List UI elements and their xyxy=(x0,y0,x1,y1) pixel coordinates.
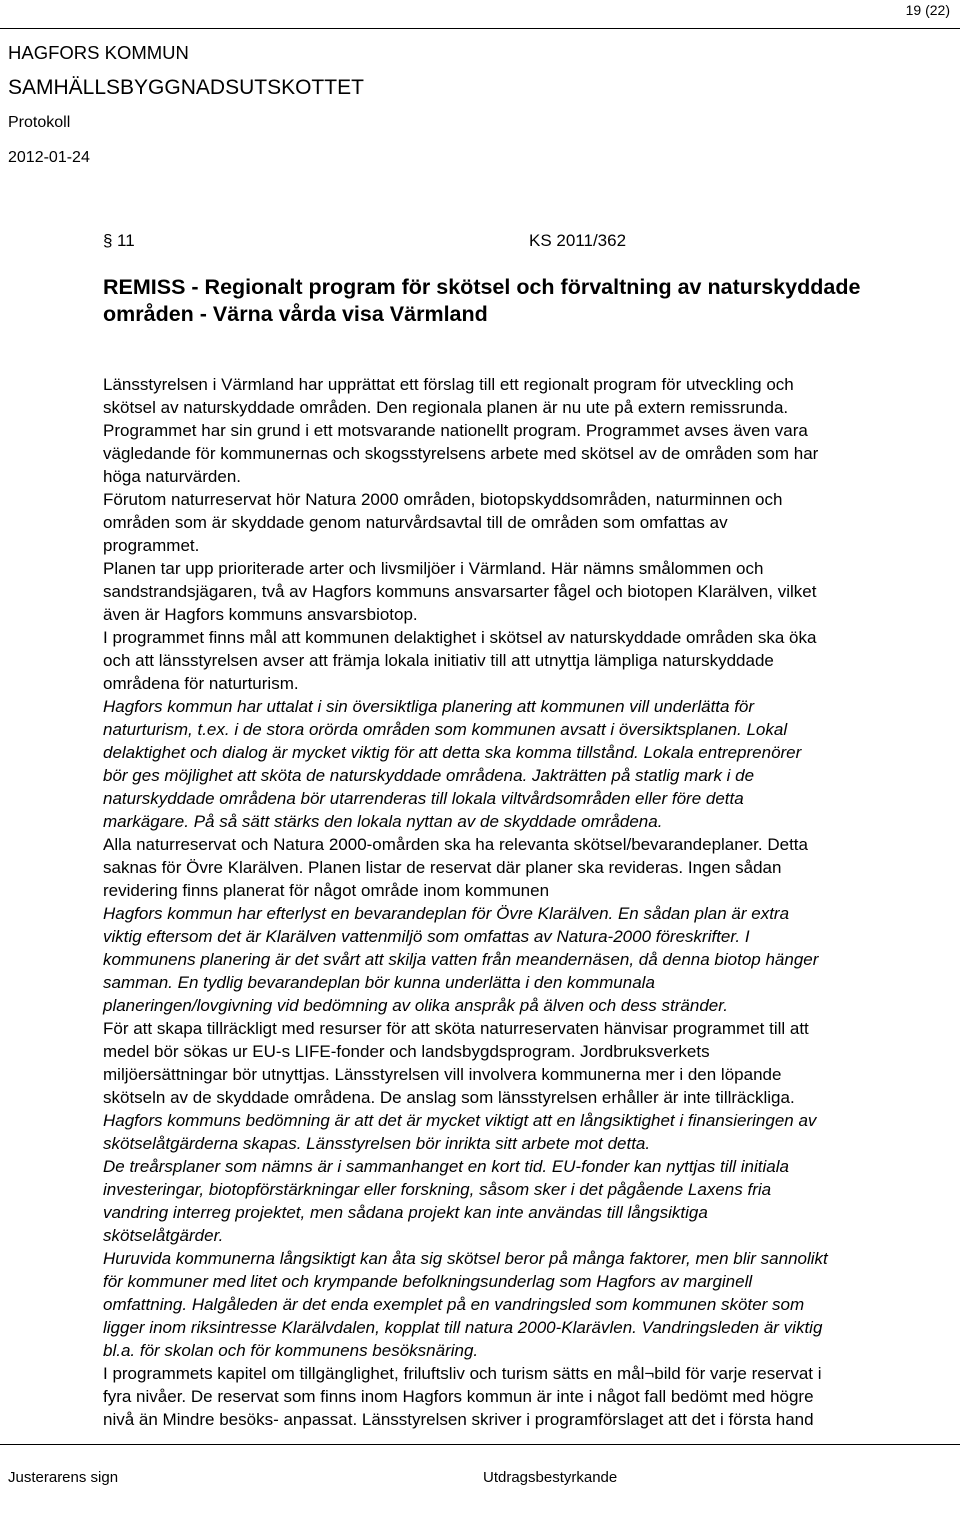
section-number: 11 xyxy=(117,231,135,250)
body-line: medel bör sökas ur EU-s LIFE-fonder och landsbygdsprogram. Jordbruksverkets xyxy=(103,1042,710,1061)
section-mark: § xyxy=(103,231,113,250)
body-line: skötsel av naturskyddade områden. Den regionala planen är nu ute på extern remissrunda. xyxy=(103,398,789,417)
footer-divider xyxy=(0,1444,960,1445)
body-line: samman. En tydlig bevarandeplan bör kunna underlätta i den kommunala xyxy=(103,973,655,992)
body-line: skötseln av de skyddade områdena. De anslag som länsstyrelsen erhåller är inte tillräckliga. xyxy=(103,1088,795,1107)
body-text xyxy=(103,373,953,1431)
body-line: höga naturvärden. xyxy=(103,467,241,486)
body-line: markägare. På så sätt stärks den lokala nyttan av de skyddade områdena. xyxy=(103,812,663,831)
body-line: saknas för Övre Klarälven. Planen listar de reservat där planer ska revideras. Ingen sådan xyxy=(103,858,782,877)
page-number: 19 (22) xyxy=(905,2,950,18)
body-line: investeringar, biotopförstärkningar eller forskning, såsom sker i det pågående Laxens fria xyxy=(103,1180,772,1199)
body-line: områden som är skyddade genom naturvårdsavtal till de områden som omfattas av xyxy=(103,513,728,532)
body-line: skötselåtgärder. xyxy=(103,1226,224,1245)
body-line: Länsstyrelsen i Värmland har upprättat ett förslag till ett regionalt program för utveckling och xyxy=(103,375,794,394)
body-line: De treårsplaner som nämns är i sammanhanget en kort tid. EU-fonder kan nyttjas till initiala xyxy=(103,1157,789,1176)
body-line: Planen tar upp prioriterade arter och livsmiljöer i Värmland. Här nämns smålommen och xyxy=(103,559,764,578)
body-line: vägledande för kommunernas och skogsstyrelsens arbete med skötsel av de områden som har xyxy=(103,444,819,463)
body-line: bör ges möjlighet att sköta de naturskyddade områdena. Jakträtten på statlig mark i de xyxy=(103,766,755,785)
body-line: vandring interreg projektet, men sådana projekt kan inte användas till långsiktiga xyxy=(103,1203,708,1222)
body-line: fyra nivåer. De reservat som finns inom Hagfors kommun är inte i något fall bedömt med högre xyxy=(103,1387,814,1406)
body-line: bl.a. för skolan och för kommunens besöksnäring. xyxy=(103,1341,479,1360)
body-line: ligger inom riksintresse Klarälvdalen, kopplat till natura 2000-Klarävlen. Vandringsleden är viktig xyxy=(103,1318,823,1337)
body-line: för kommuner med litet och krympande befolkningsunderlag som Hagfors av marginell xyxy=(103,1272,753,1291)
body-line: viktig eftersom det är Klarälven vattenmiljö som omfattas av Natura-2000 föreskrifter. I xyxy=(103,927,750,946)
body-line: även är Hagfors kommuns ansvarsbiotop. xyxy=(103,605,418,624)
body-line: Hagfors kommun har efterlyst en bevarandeplan för Övre Klarälven. En sådan plan är extra xyxy=(103,904,790,923)
body-line: sandstrandsjägaren, två av Hagfors kommuns ansvarsarter fågel och biotopen Klarälven, vilket xyxy=(103,582,817,601)
body-line: Alla naturreservat och Natura 2000-omården ska ha relevanta skötsel/bevarandeplaner. Detta xyxy=(103,835,808,854)
body-line: Förutom naturreservat hör Natura 2000 områden, biotopskyddsområden, naturminnen och xyxy=(103,490,783,509)
header-divider xyxy=(0,28,960,29)
body-line: naturskyddade områdena bör utarrenderas till lokala viltvårdsområden eller före detta xyxy=(103,789,744,808)
body-line: områdena för naturturism. xyxy=(103,674,299,693)
body-line: delaktighet och dialog är mycket viktig för att detta ska komma tillstånd. Lokala entreprenörer xyxy=(103,743,802,762)
body-line: och att länsstyrelsen avser att främja lokala initiativ till att utnyttja lämpliga naturskyddade xyxy=(103,651,774,670)
body-line: nivå än Mindre besöks- anpassat. Länsstyrelsen skriver i programförslaget att det i första hand xyxy=(103,1410,814,1429)
footer-signature-label: Justerarens sign xyxy=(8,1469,119,1486)
body-line: planeringen/lovgivning vid bedömning av olika anspråk på älven och dess stränder. xyxy=(103,996,728,1015)
body-line: skötselåtgärderna skapas. Länsstyrelsen bör inrikta sitt arbete mot detta. xyxy=(103,1134,651,1153)
organization-name: HAGFORS KOMMUN xyxy=(8,42,189,63)
document-type: Protokoll xyxy=(8,114,71,131)
body-line: För att skapa tillräckligt med resurser för att sköta naturreservaten hänvisar programmet till att xyxy=(103,1019,809,1038)
body-line: Programmet har sin grund i ett motsvarande nationellt program. Programmet avses även vara xyxy=(103,421,808,440)
meeting-date: 2012-01-24 xyxy=(8,149,90,166)
body-line: Hagfors kommun har uttalat i sin översiktliga planering att kommunen vill underlätta för xyxy=(103,697,755,716)
body-line: I programmet finns mål att kommunen delaktighet i skötsel av naturskyddade områden ska öka xyxy=(103,628,817,647)
body-line: Hagfors kommuns bedömning är att det är mycket viktigt att en långsiktighet i finansieringen av xyxy=(103,1111,817,1130)
body-line: omfattning. Halgåleden är det enda exemplet på en vandringsled som kommunen sköter som xyxy=(103,1295,805,1314)
case-reference: KS 2011/362 xyxy=(529,231,627,250)
footer-certification-label: Utdragsbestyrkande xyxy=(483,1469,618,1486)
section-title: REMISS - Regionalt program för skötsel och förvaltning av naturskyddade områden - Värna vårda visa Värmland xyxy=(103,275,861,326)
body-line: naturturism, t.ex. i de stora orörda områden som kommunen avsatt i översiktsplanen. Lokal xyxy=(103,720,788,739)
body-line: revidering finns planerat för något område inom kommunen xyxy=(103,881,550,900)
committee-name: SAMHÄLLSBYGGNADSUTSKOTTET xyxy=(8,76,364,99)
body-line: I programmets kapitel om tillgänglighet, friluftsliv och turism sätts en mål¬bild för varje reservat i xyxy=(103,1364,822,1383)
body-line: Huruvida kommunerna långsiktigt kan åta sig skötsel beror på många faktorer, men blir sannolikt xyxy=(103,1249,828,1268)
body-line: kommunens planering är det svårt att skilja vatten från meandernäsen, då denna biotop hänger xyxy=(103,950,819,969)
body-line: miljöersättningar bör utnyttjas. Länsstyrelsen vill involvera kommunerna mer i den löpande xyxy=(103,1065,782,1084)
body-line: programmet. xyxy=(103,536,200,555)
